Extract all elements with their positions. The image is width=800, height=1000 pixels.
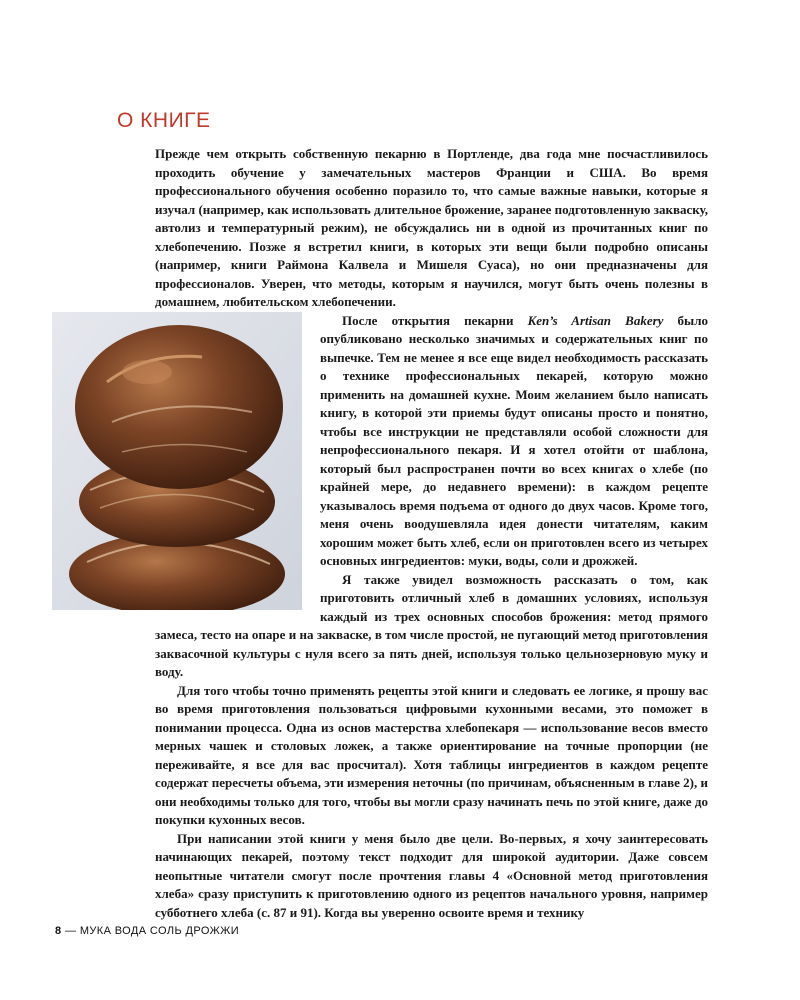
paragraph-3: Я также увидел возможность рассказать о том, как приготовить отличный хлеб в домашних условиях, используя каждый из трех основных способов брожения: метод прямого замеса, тесто на опаре и на закваске, в том числе простой, не пугающий метод приготовления заквасочной культуры с нуля всего за пять дней, используя только цельнозерновую муку и воду. <box>155 571 708 679</box>
page-title: О КНИГЕ <box>117 109 211 132</box>
paragraph-1: Прежде чем открыть собственную пекарню в Портленде, два года мне посчастливилось проходить обучение у замечательных мастеров Франции и США. Во время профессионального обучения особенно поразило то, что самые важные навыки, которые я изучал (например, как использовать длительное брожение, заранее подготовленную закваску, автолиз и температурный режим), не обсуждались ни в одной из прочитанных книг по хлебопечению. Позже я встретил книги, в которых эти вещи были подробно описаны (например, книги Раймона Калвела и Мишеля Суаса), но они предназначены для профессионалов. Уверен, что методы, которым я научился, могут быть очень полезны в домашнем, любительском хлебопечении. <box>155 146 708 309</box>
paragraph-5: При написании этой книги у меня было две цели. Во-первых, я хочу заинтересовать начинающих пекарей, поэтому текст подходит для широкой аудитории. Даже совсем неопытные читатели смогут после прочтения главы 4 «Основной метод приготовления хлеба» сразу приступить к приготовлению одного из рецептов начального уровня, например субботнего хлеба (с. 87 и 91). Когда вы уверенно освоите время и технику <box>155 830 708 920</box>
paragraph-4: Для того чтобы точно применять рецепты этой книги и следовать ее логике, я прошу вас во время приготовления пользоваться цифровыми кухонными весами, это поможет в понимании процесса. Одна из основ мастерства хлебопекаря — использование весов вместо мерных чашек и столовых ложек, а также ориентирование на точные пропорции (не переживайте, я все для вас просчитал). Хотя таблицы ингредиентов в каждом рецепте содержат пересчеты объема, эти измерения неточны (по причинам, объясненным в главе 2), и они необходимы только для того, чтобы вы могли сразу начинать печь по этой книге, даже до покупки кухонных весов. <box>155 682 708 827</box>
footer-book-title: МУКА ВОДА СОЛЬ ДРОЖЖИ <box>79 925 240 937</box>
bread-stack-photo <box>52 312 302 610</box>
page-footer <box>55 925 239 937</box>
footer-separator: — <box>61 925 80 937</box>
paragraph-2: После открытия пекарни Ken’s Artisan Bakery было опубликовано несколько значимых и содержательных книг по выпечке. Тем не менее я все еще видел необходимость рассказать о технике профессиональных пекарей, которую можно применить на домашней кухне. Моим желанием было написать книгу, в которой эти приемы будут описаны просто и понятно, чтобы все инструкции не представляли особой сложности для непрофессионального пекаря. И я хотел отойти от шаблона, который был распространен почти во всех книгах о хлебе (по крайней мере, до недавнего времени): в каждом рецепте указывалось время подъема от одного до двух часов. Кроме того, меня очень воодушевляла идея донести читателям, каким хорошим может быть хлеб, если он приготовлен всего из четырех основных ингредиентов: муки, воды, соли и дрожжей. <box>155 312 708 571</box>
article-body <box>155 145 708 922</box>
page-number: 8 <box>55 925 62 937</box>
